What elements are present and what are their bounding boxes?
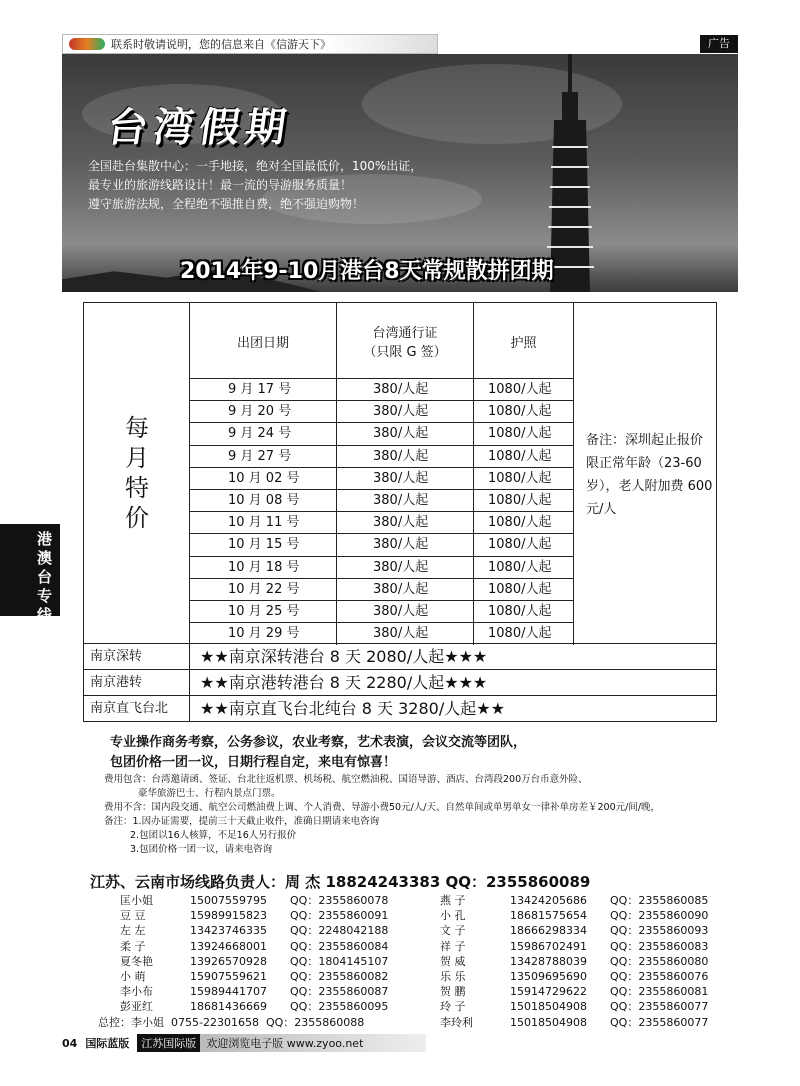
section-side-tab [0, 524, 60, 624]
permit-price-cell: 380/人起 [337, 446, 474, 467]
contact-phone: 15989915823 [190, 909, 267, 923]
general-control: 总控：李小姐 0755-22301658 QQ：2355860088 [98, 1016, 365, 1029]
passport-price-cell: 1080/人起 [474, 423, 574, 444]
passport-price-cell: 1080/人起 [474, 623, 574, 645]
contact-phone: 18681575654 [510, 909, 587, 923]
ad-label: 广告 [700, 35, 738, 53]
permit-price-cell: 380/人起 [337, 490, 474, 511]
table-header [190, 303, 574, 379]
price-note: 备注：深圳起止报价限正常年龄（23-60 岁），老人附加费 600 元/人 [586, 433, 713, 517]
contact-name: 小 萌 [120, 970, 146, 984]
contact-phone: 15914729622 [510, 985, 587, 999]
source-notice-text: 联系时敬请说明，您的信息来自《信游天下》 [111, 38, 331, 51]
contact-row [440, 923, 708, 938]
edition-label: 江苏国际版 [137, 1034, 200, 1052]
qq-label: QQ： [290, 954, 319, 968]
route-label: 南京直飞台北 [84, 696, 190, 721]
price-table [83, 302, 717, 644]
table-row [190, 601, 574, 623]
table-row [190, 490, 574, 512]
contact-row [120, 939, 388, 954]
contact-qq: 2355860091 [318, 909, 389, 923]
table-row [190, 579, 574, 601]
fee-include: 费用包含：台湾邀请函、签证、台北往返机票、机场税、航空燃油税、国语导游、酒店、台湾段200万台币意外险、 [104, 774, 588, 785]
contact-qq: 2355860078 [318, 894, 389, 907]
monthly-special-label: 每月特价 [125, 414, 149, 532]
contact-list-right [440, 893, 708, 1030]
hero-slogan: 最专业的旅游线路设计！最一流的导游服务质量！ [88, 178, 353, 192]
permit-price-cell: 380/人起 [337, 512, 474, 533]
date-cell: 10 月 29 号 [190, 623, 337, 645]
route-text: ★★南京直飞台北纯台 8 天 3280/人起★★ [200, 699, 505, 718]
table-row [190, 468, 574, 490]
contact-name: 彭亚红 [120, 1000, 153, 1014]
header-passport: 护照 [474, 303, 574, 379]
table-row [190, 379, 574, 401]
contact-row [120, 999, 388, 1014]
route-text: ★★南京深转港台 8 天 2080/人起★★★ [200, 647, 488, 666]
passport-price-cell: 1080/人起 [474, 534, 574, 555]
contact-name: 小 孔 [440, 909, 466, 923]
qq-label: QQ： [610, 924, 639, 938]
table-row [190, 623, 574, 645]
source-notice-bar [62, 34, 438, 54]
table-row [190, 534, 574, 556]
permit-price-cell: 380/人起 [337, 579, 474, 600]
table-row [190, 423, 574, 445]
qq-label: QQ： [290, 970, 319, 984]
hero-title: 台湾假期 [104, 104, 295, 151]
contact-row [440, 893, 708, 908]
contact-name: 文 子 [440, 924, 466, 938]
date-cell: 10 月 15 号 [190, 534, 337, 555]
qq-label: QQ： [610, 1000, 639, 1014]
contact-row [440, 908, 708, 923]
contact-name: 左 左 [120, 924, 146, 938]
qq-label: QQ： [610, 970, 639, 984]
contact-name: 李小布 [120, 985, 153, 999]
qq-label: QQ： [610, 954, 639, 968]
qq-label: QQ： [290, 909, 319, 923]
contact-qq: 2355860081 [638, 985, 709, 999]
price-note-cell [574, 303, 716, 645]
table-row [190, 446, 574, 468]
contact-qq: 2355860084 [318, 939, 389, 953]
date-cell: 9 月 17 号 [190, 379, 337, 400]
contact-phone: 15018504908 [510, 1015, 587, 1029]
qq-label: QQ： [610, 1015, 639, 1029]
contact-name: 祥 子 [440, 939, 466, 953]
contact-row [120, 908, 388, 923]
contact-phone: 15907559621 [190, 970, 267, 984]
contact-row [120, 984, 388, 999]
qq-label: QQ： [610, 894, 639, 907]
contact-phone: 13509695690 [510, 970, 587, 984]
route-label: 南京深转 [84, 644, 190, 669]
permit-price-cell: 380/人起 [337, 379, 474, 400]
qq-label: QQ： [290, 924, 319, 938]
permit-price-cell: 380/人起 [337, 534, 474, 555]
contact-name: 燕 子 [440, 894, 466, 907]
route-text: ★★南京港转港台 8 天 2280/人起★★★ [200, 673, 488, 692]
table-row [190, 401, 574, 423]
fee-exclude: 费用不含：国内段交通、航空公司燃油费上调、个人消费、导游小费50元/人/天、自然单间或单男单女一律补单房差￥200元/间/晚， [104, 802, 661, 813]
contact-qq: 2355860083 [638, 939, 709, 953]
date-cell: 10 月 02 号 [190, 468, 337, 489]
qq-label: QQ： [290, 894, 319, 907]
header-date: 出团日期 [190, 303, 337, 379]
contact-phone: 15989441707 [190, 985, 267, 999]
contact-phone: 15986702491 [510, 939, 587, 953]
contact-row [120, 969, 388, 984]
contact-qq: 2355860082 [318, 970, 389, 984]
qq-label: QQ： [610, 909, 639, 923]
note-line: 备注：1.因办证需要，提前三十天截止收件，准确日期请来电咨询 [104, 816, 380, 827]
qq-label: QQ： [610, 939, 639, 953]
date-cell: 10 月 22 号 [190, 579, 337, 600]
qq-label: QQ： [610, 985, 639, 999]
hero-slogan: 遵守旅游法规，全程绝不强推自费，绝不强迫购物！ [88, 197, 365, 211]
passport-price-cell: 1080/人起 [474, 512, 574, 533]
contact-phone: 13423746335 [190, 924, 267, 938]
qq-label: QQ： [290, 1000, 319, 1014]
route-row [83, 644, 717, 670]
contact-name: 豆 豆 [120, 909, 146, 923]
hero-slogans [88, 157, 422, 214]
contact-row [440, 1015, 708, 1030]
permit-price-cell: 380/人起 [337, 557, 474, 578]
section-name: 国际蓝版 [85, 1037, 130, 1050]
hero-slogan: 全国赴台集散中心：一手地接，绝对全国最低价，100%出证， [88, 159, 423, 173]
permit-price-cell: 380/人起 [337, 623, 474, 645]
qq-label: QQ： [290, 985, 319, 999]
contact-qq: 2355860090 [638, 909, 709, 923]
header-permit: 台湾通行证 （只限 G 签） [337, 303, 474, 379]
date-cell: 10 月 08 号 [190, 490, 337, 511]
contact-qq: 2355860085 [638, 894, 709, 907]
date-cell: 10 月 18 号 [190, 557, 337, 578]
contact-row [120, 923, 388, 938]
note-line: 3.包团价格一团一议，请来电咨询 [130, 844, 273, 855]
fee-include-cont: 豪华旅游巴士、行程内景点门票。 [138, 788, 281, 799]
contact-phone: 18681436669 [190, 1000, 267, 1014]
contact-list-left [120, 893, 388, 1015]
group-promo [110, 733, 526, 773]
contact-phone: 13424205686 [510, 894, 587, 907]
contact-row [440, 969, 708, 984]
passport-price-cell: 1080/人起 [474, 401, 574, 422]
market-manager: 江苏、云南市场线路负责人：周 杰 18824243383 QQ：2355860089 [90, 873, 591, 891]
page-footer [62, 1034, 426, 1052]
contact-phone: 13926570928 [190, 954, 267, 968]
table-row [190, 512, 574, 534]
contact-qq: 2355860087 [318, 985, 389, 999]
contact-qq: 2355860076 [638, 970, 709, 984]
contact-phone: 18666298334 [510, 924, 587, 938]
permit-price-cell: 380/人起 [337, 401, 474, 422]
contact-row [440, 939, 708, 954]
contact-name: 夏冬艳 [120, 954, 153, 968]
contact-name: 柔 子 [120, 939, 146, 953]
date-cell: 9 月 27 号 [190, 446, 337, 467]
route-row [83, 696, 717, 722]
contact-phone: 15018504908 [510, 1000, 587, 1014]
passport-price-cell: 1080/人起 [474, 379, 574, 400]
contact-name: 匡小姐 [120, 894, 153, 907]
qq-label: QQ： [290, 939, 319, 953]
contact-name: 李玲利 [440, 1015, 473, 1029]
contact-row [440, 954, 708, 969]
passport-price-cell: 1080/人起 [474, 579, 574, 600]
contact-qq: 2355860077 [638, 1000, 709, 1014]
page-number: 04 [62, 1036, 78, 1050]
contact-phone: 15007559795 [190, 894, 267, 907]
promo-line: 专业操作商务考察，公务参议，农业考察，艺术表演，会议交流等团队， [110, 735, 527, 750]
website-link[interactable]: 欢迎浏览电子版 www.zyoo.net [200, 1034, 426, 1052]
contact-qq: 2355860077 [638, 1015, 709, 1029]
note-line: 2.包团以16人核算，不足16人另行报价 [130, 830, 297, 841]
contact-phone: 13924668001 [190, 939, 267, 953]
fee-details [104, 773, 660, 857]
route-row [83, 670, 717, 696]
contact-row [440, 999, 708, 1014]
date-cell: 10 月 11 号 [190, 512, 337, 533]
contact-row [120, 954, 388, 969]
permit-price-cell: 380/人起 [337, 423, 474, 444]
monthly-special-cell [84, 303, 190, 645]
contact-phone: 13428788039 [510, 954, 587, 968]
contact-row [120, 893, 388, 908]
date-cell: 9 月 24 号 [190, 423, 337, 444]
contact-name: 贺 鹏 [440, 985, 466, 999]
contact-qq: 2355860093 [638, 924, 709, 938]
route-label: 南京港转 [84, 670, 190, 695]
schedule-banner: 2014年9-10月港台8天常规散拼团期 [180, 259, 554, 284]
contact-name: 贺 威 [440, 954, 466, 968]
contact-qq: 2355860080 [638, 954, 709, 968]
passport-price-cell: 1080/人起 [474, 490, 574, 511]
permit-price-cell: 380/人起 [337, 468, 474, 489]
passport-price-cell: 1080/人起 [474, 468, 574, 489]
contact-qq: 2355860095 [318, 1000, 389, 1014]
contact-qq: 2248042188 [318, 924, 389, 938]
magazine-logo [69, 38, 105, 50]
passport-price-cell: 1080/人起 [474, 446, 574, 467]
contact-qq: 1804145107 [318, 954, 389, 968]
contact-row [440, 984, 708, 999]
table-row [190, 557, 574, 579]
date-cell: 10 月 25 号 [190, 601, 337, 622]
promo-line: 包团价格一团一议，日期行程自定，来电有惊喜！ [110, 755, 397, 770]
permit-price-cell: 380/人起 [337, 601, 474, 622]
contact-name: 乐 乐 [440, 970, 466, 984]
contact-name: 玲 子 [440, 1000, 466, 1014]
date-cell: 9 月 20 号 [190, 401, 337, 422]
passport-price-cell: 1080/人起 [474, 601, 574, 622]
section-side-tab-label: 港澳台专线 [37, 530, 53, 624]
passport-price-cell: 1080/人起 [474, 557, 574, 578]
